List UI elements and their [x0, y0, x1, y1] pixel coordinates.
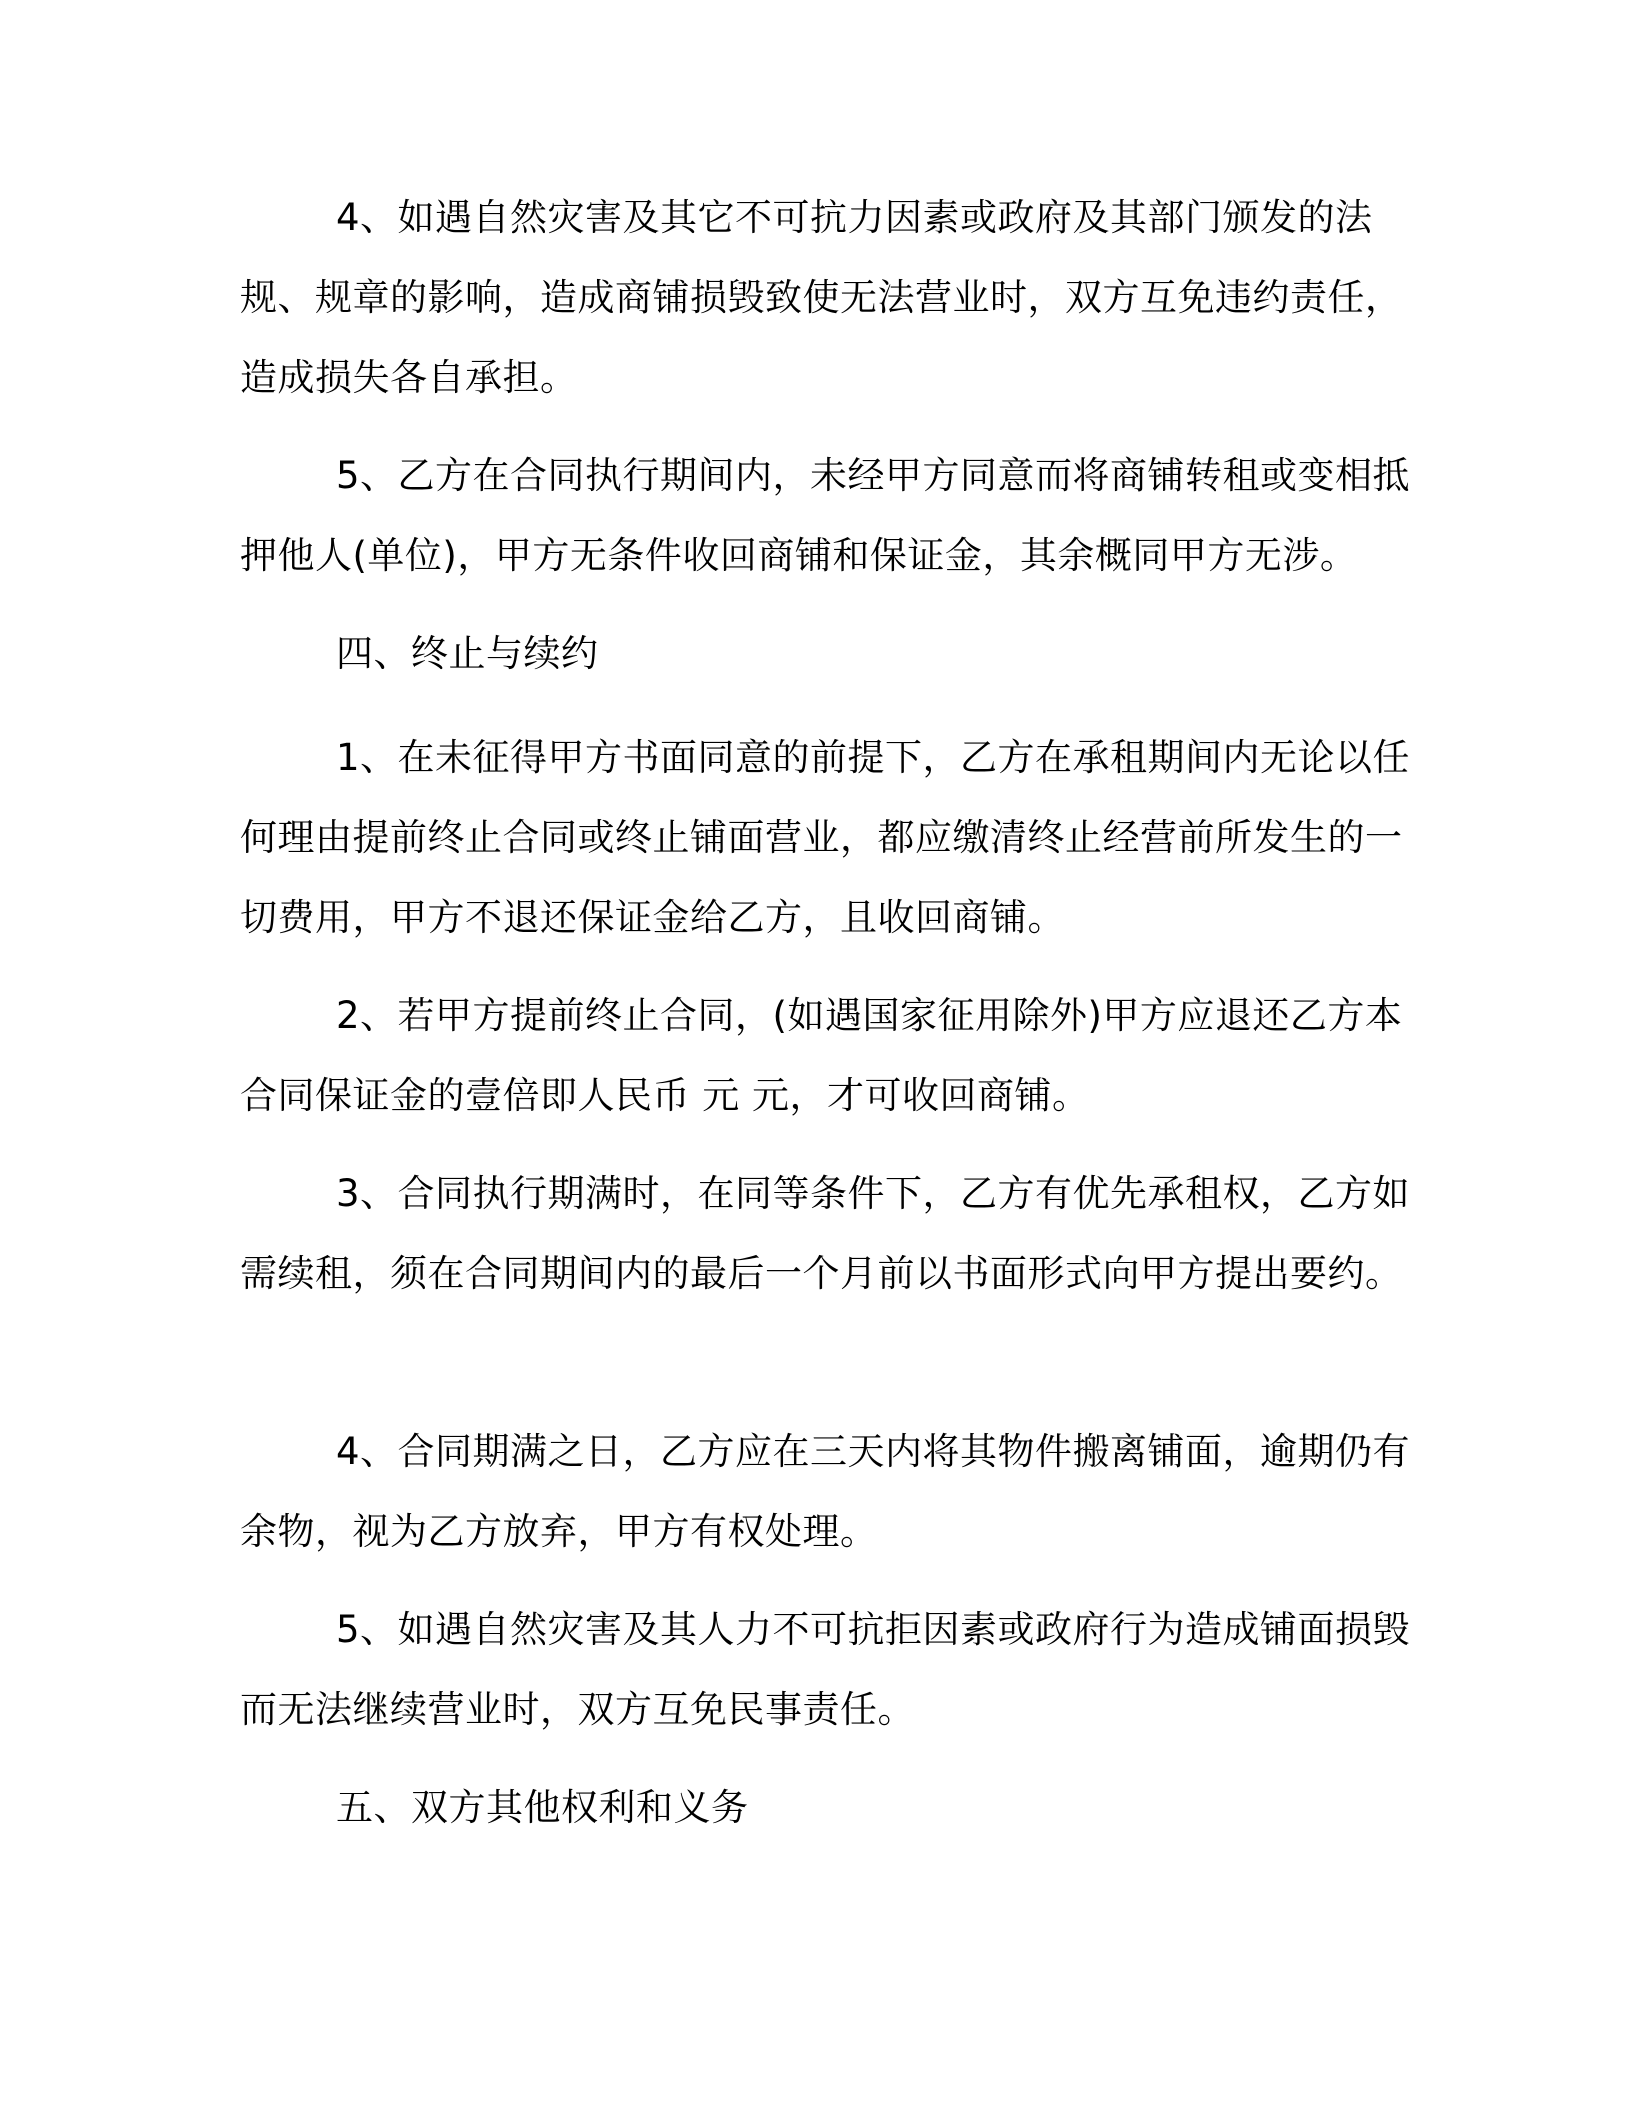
paragraph-sublease-prohibition: 5、乙方在合同执行期间内，未经甲方同意而将商铺转租或变相抵押他人(单位)，甲方无条件收回商铺和保证金，其余概同甲方无涉。	[240, 454, 1411, 577]
paragraph-renewal-priority: 3、合同执行期满时，在同等条件下，乙方有优先承租权，乙方如需续租，须在合同期间内的最后一个月前以书面形式向甲方提出要约。	[240, 1172, 1411, 1295]
paragraph-early-termination-landlord: 2、若甲方提前终止合同，(如遇国家征用除外)甲方应退还乙方本合同保证金的壹倍即人民币 元 元，才可收回商铺。	[240, 994, 1403, 1117]
paragraph-move-out: 4、合同期满之日，乙方应在三天内将其物件搬离铺面，逾期仍有余物，视为乙方放弃，甲方有权处理。	[240, 1430, 1411, 1553]
paragraph-force-majeure-damage: 4、如遇自然灾害及其它不可抗力因素或政府及其部门颁发的法规、规章的影响，造成商铺损毁致使无法营业时，双方互免违约责任，造成损失各自承担。	[240, 196, 1403, 399]
section-heading-termination-renewal: 四、终止与续约	[336, 632, 599, 675]
section-heading-other-rights: 五、双方其他权利和义务	[336, 1786, 749, 1829]
paragraph-force-majeure-liability: 5、如遇自然灾害及其人力不可抗拒因素或政府行为造成铺面损毁而无法继续营业时，双方互免民事责任。	[240, 1608, 1411, 1731]
paragraph-early-termination-tenant: 1、在未征得甲方书面同意的前提下，乙方在承租期间内无论以任何理由提前终止合同或终止铺面营业，都应缴清终止经营前所发生的一切费用，甲方不退还保证金给乙方，且收回商铺。	[240, 736, 1411, 939]
